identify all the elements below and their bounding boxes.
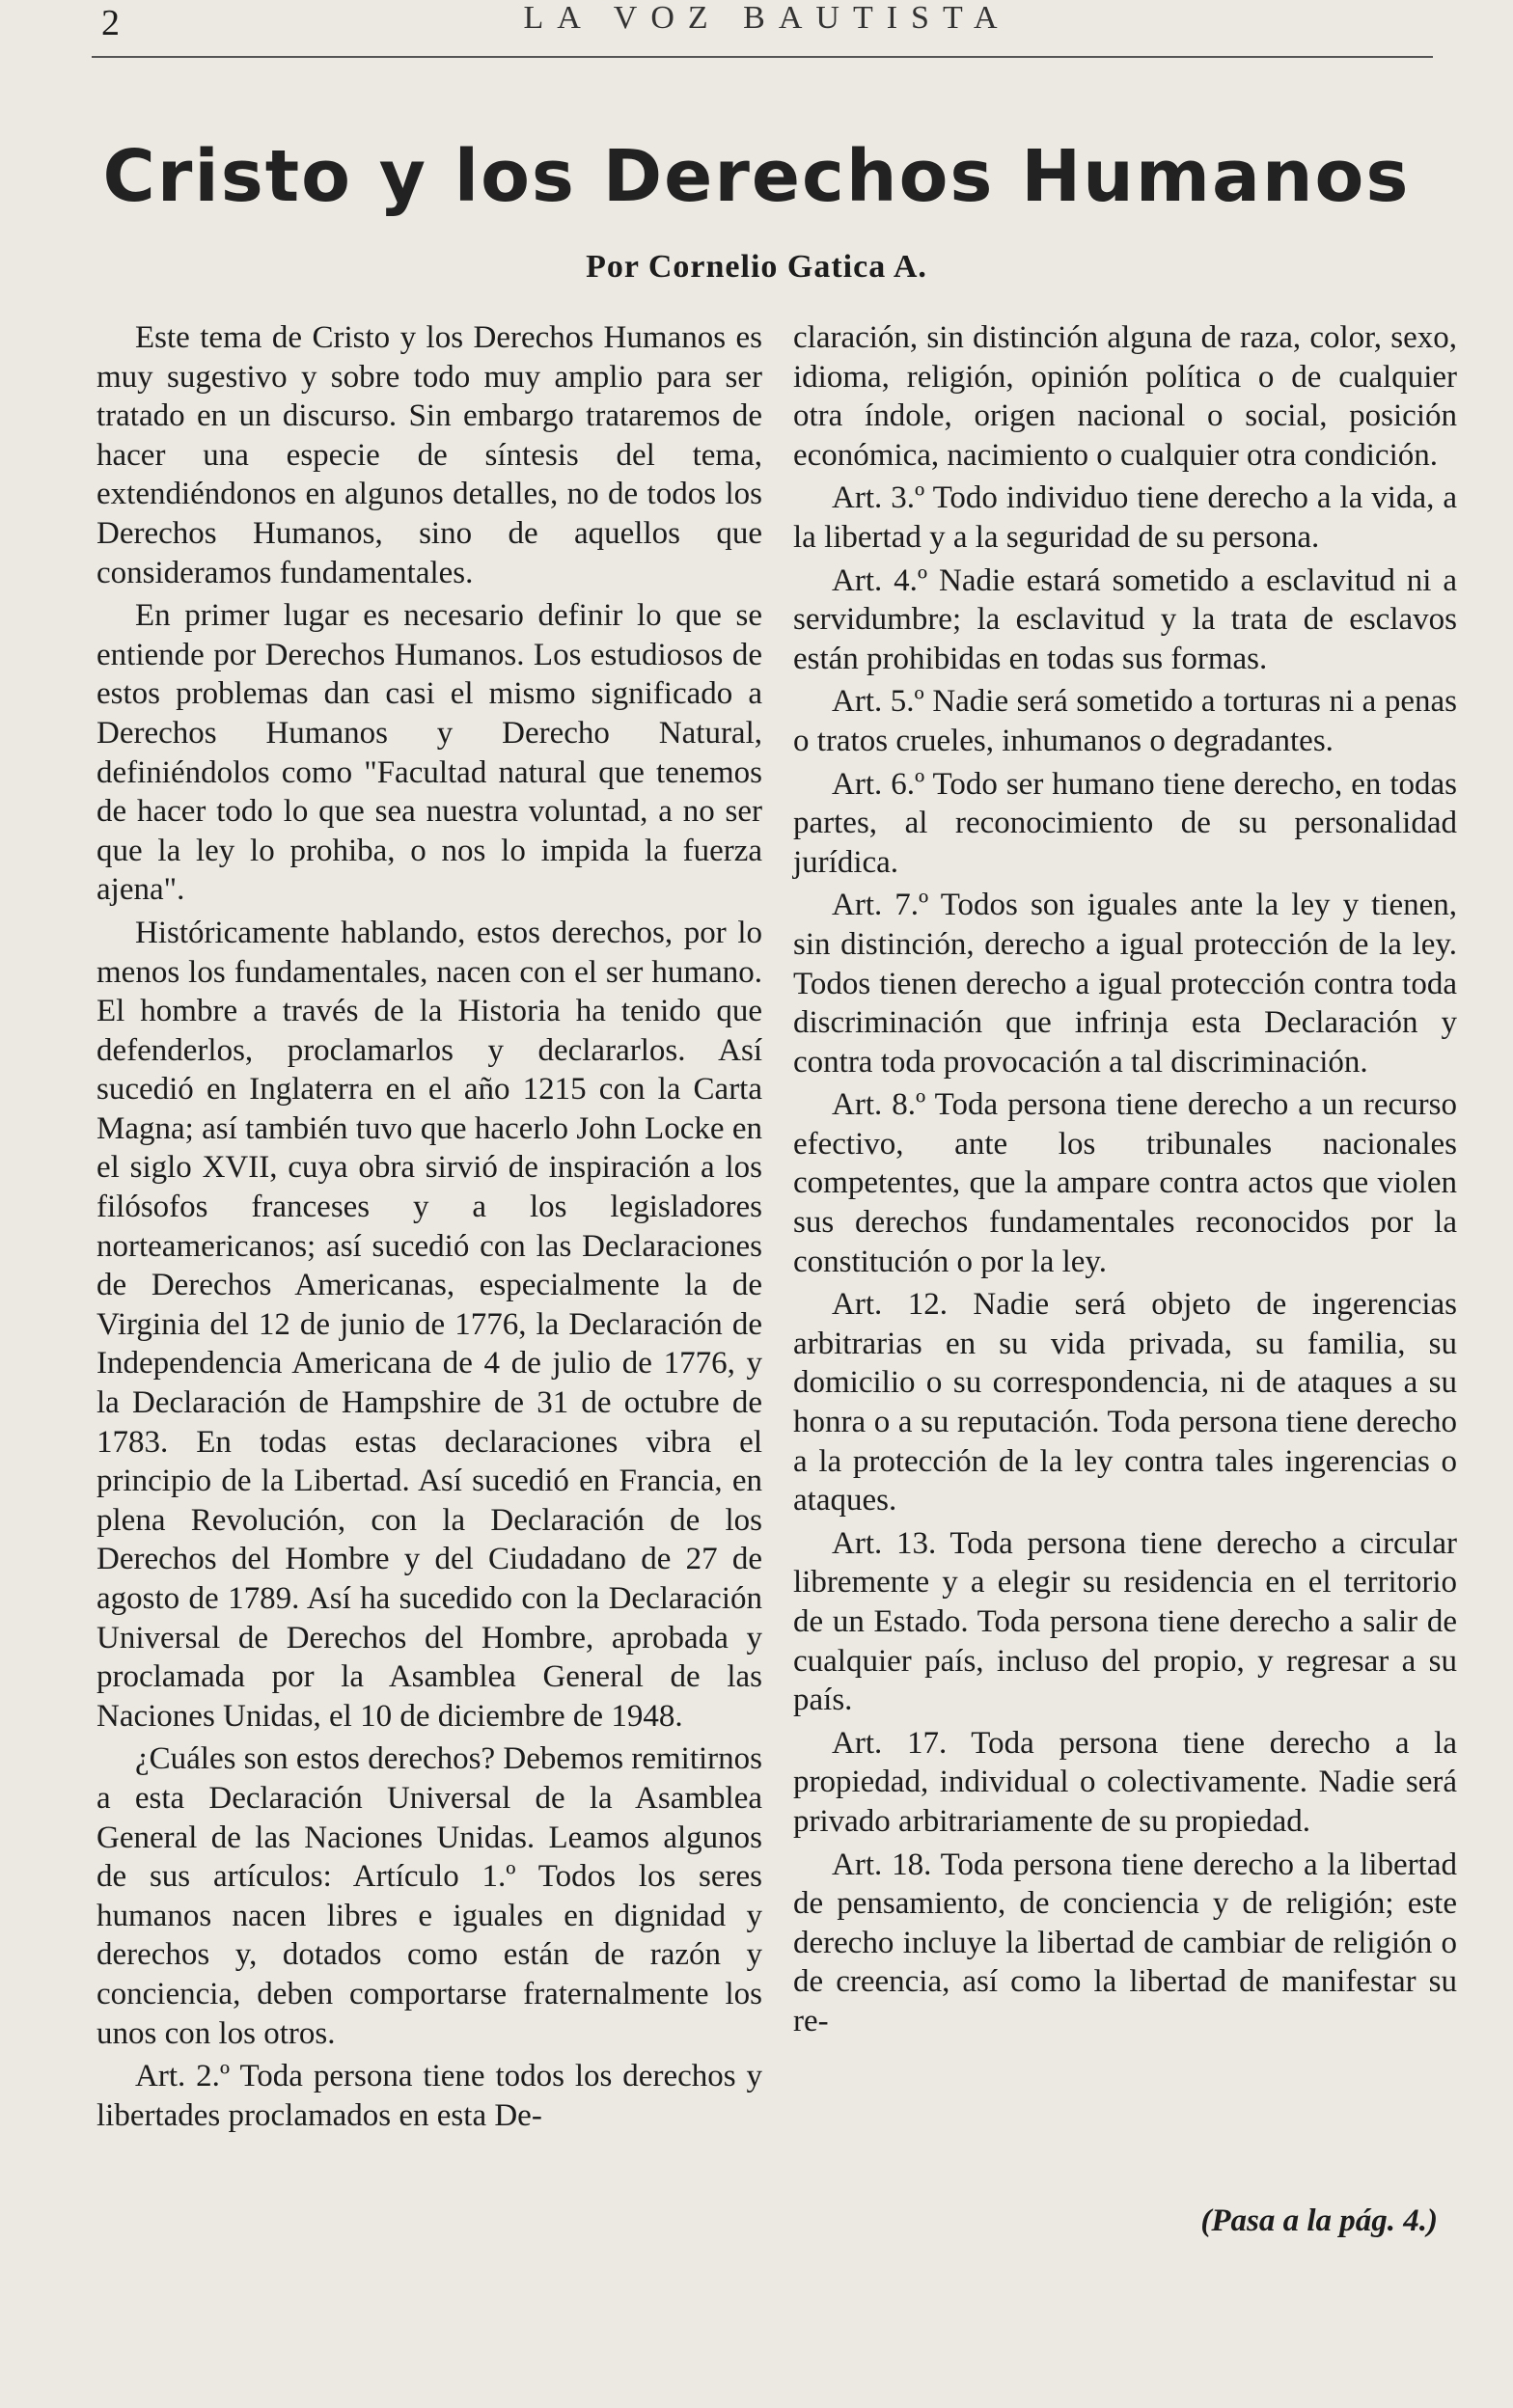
paragraph: En primer lugar es necesario definir lo que se entiende por Derechos Humanos. Los estudiosos de estos problemas dan casi el mismo significado a Derechos Humanos y Derecho Natural, definiéndolos como "Facultad natural que tenemos de hacer todo lo que sea nuestra voluntad, a no ser que la ley lo prohiba, o nos lo impida la fuerza ajena". [96, 598, 762, 908]
paragraph: Históricamente hablando, estos derechos, por lo menos los fundamentales, nacen con el ser humano. El hombre a través de la Historia ha tenido que defenderlos, proclamarlos y declararlos. Así sucedió en Inglaterra en el año 1215 con la Carta Magna; así también tuvo que hacerlo John Locke en el siglo XVII, cuya obra sirvió de inspiración a los filósofos franceses y a los legisladores norteamericanos; así sucedió con las Declaraciones de Derechos Americanas, especialmente la de Virginia del 12 de junio de 1776, la Declaración de Independencia Americana de 4 de julio de 1776, y la Declaración de Hampshire de 31 de octubre de 1783. En todas estas declaraciones vibra el principio de la Libertad. Así sucedió en Francia, en plena Revolución, con la Declaración de los Derechos del Hombre y del Ciudadano de 27 de agosto de 1789. Así ha sucedido con la Declaración Universal de Derechos del Hombre, aprobada y proclamada por la Asamblea General de las Naciones Unidas, el 10 de diciembre de 1948. [96, 915, 762, 1734]
article-17: Art. 17. Toda persona tiene derecho a la propiedad, individual o colectivamente. Nadie será privado arbitrariamente de su propiedad. [793, 1725, 1457, 1839]
article-13: Art. 13. Toda persona tiene derecho a circular libremente y a elegir su residencia en el territorio de un Estado. Toda persona tiene derecho a salir de cualquier país, incluso del propio, y regresar a su país. [793, 1525, 1457, 1718]
article-3: Art. 3.º Todo individuo tiene derecho a la vida, a la libertad y a la seguridad de su persona. [793, 480, 1457, 555]
paragraph: claración, sin distinción alguna de raza, color, sexo, idioma, religión, opinión política o de cualquier otra índole, origen nacional o social, posición económica, nacimiento o cualquier otra condición. [793, 320, 1457, 473]
article-12: Art. 12. Nadie será objeto de ingerencias arbitrarias en su vida privada, su familia, su domicilio o su correspondencia, ni de ataques a su honra o a su reputación. Toda persona tiene derecho a la protección de la ley contra tales ingerencias o ataques. [793, 1287, 1457, 1519]
article-title: Cristo y los Derechos Humanos [102, 135, 1411, 218]
article-18: Art. 18. Toda persona tiene derecho a la libertad de pensamiento, de conciencia y de religión; este derecho incluye la libertad de cambiar de religión o de creencia, así como la libertad de manifestar su re- [793, 1847, 1457, 2039]
continuation-note: (Pasa a la pág. 4.) [1200, 2203, 1438, 2238]
right-column [793, 318, 1457, 2045]
page-header [92, 0, 1443, 50]
left-column [96, 318, 762, 2139]
paragraph: Este tema de Cristo y los Derechos Humanos es muy sugestivo y sobre todo muy amplio para ser tratado en un discurso. Sin embargo trataremos de hacer una especie de síntesis del tema, extendiéndonos en algunos detalles, no de todos los Derechos Humanos, sino de aquellos que consideramos fundamentales. [96, 320, 762, 590]
header-divider [92, 56, 1433, 58]
article-byline: Por Cornelio Gatica A. [586, 249, 927, 285]
article-8: Art. 8.º Toda persona tiene derecho a un recurso efectivo, ante los tribunales nacionales competentes, que la ampare contra actos que violen sus derechos fundamentales reconocidos por la constitución o por la ley. [793, 1087, 1457, 1279]
article-7: Art. 7.º Todos son iguales ante la ley y tienen, sin distinción, derecho a igual protección de la ley. Todos tienen derecho a igual protección contra toda discriminación que infrinja esta Declaración y contra toda provocación a tal discriminación. [793, 888, 1457, 1080]
paragraph: ¿Cuáles son estos derechos? Debemos remitirnos a esta Declaración Universal de la Asamblea General de las Naciones Unidas. Leamos algunos de sus artículos: Artículo 1.º Todos los seres humanos nacen libres e iguales en dignidad y derechos y, dotados como están de razón y conciencia, deben comportarse fraternalmente los unos con los otros. [96, 1741, 762, 2051]
article-5: Art. 5.º Nadie será sometido a torturas ni a penas o tratos crueles, inhumanos o degradantes. [793, 684, 1457, 758]
paragraph: Art. 2.º Toda persona tiene todos los derechos y libertades proclamados en esta De- [96, 2059, 762, 2133]
page-number: 2 [101, 3, 122, 43]
article-6: Art. 6.º Todo ser humano tiene derecho, en todas partes, al reconocimiento de su personalidad jurídica. [793, 766, 1457, 880]
article-4: Art. 4.º Nadie estará sometido a esclavitud ni a servidumbre; la esclavitud y la trata de esclavos están prohibidas en todas sus formas. [793, 562, 1457, 676]
masthead: LA VOZ BAUTISTA [523, 0, 1011, 36]
